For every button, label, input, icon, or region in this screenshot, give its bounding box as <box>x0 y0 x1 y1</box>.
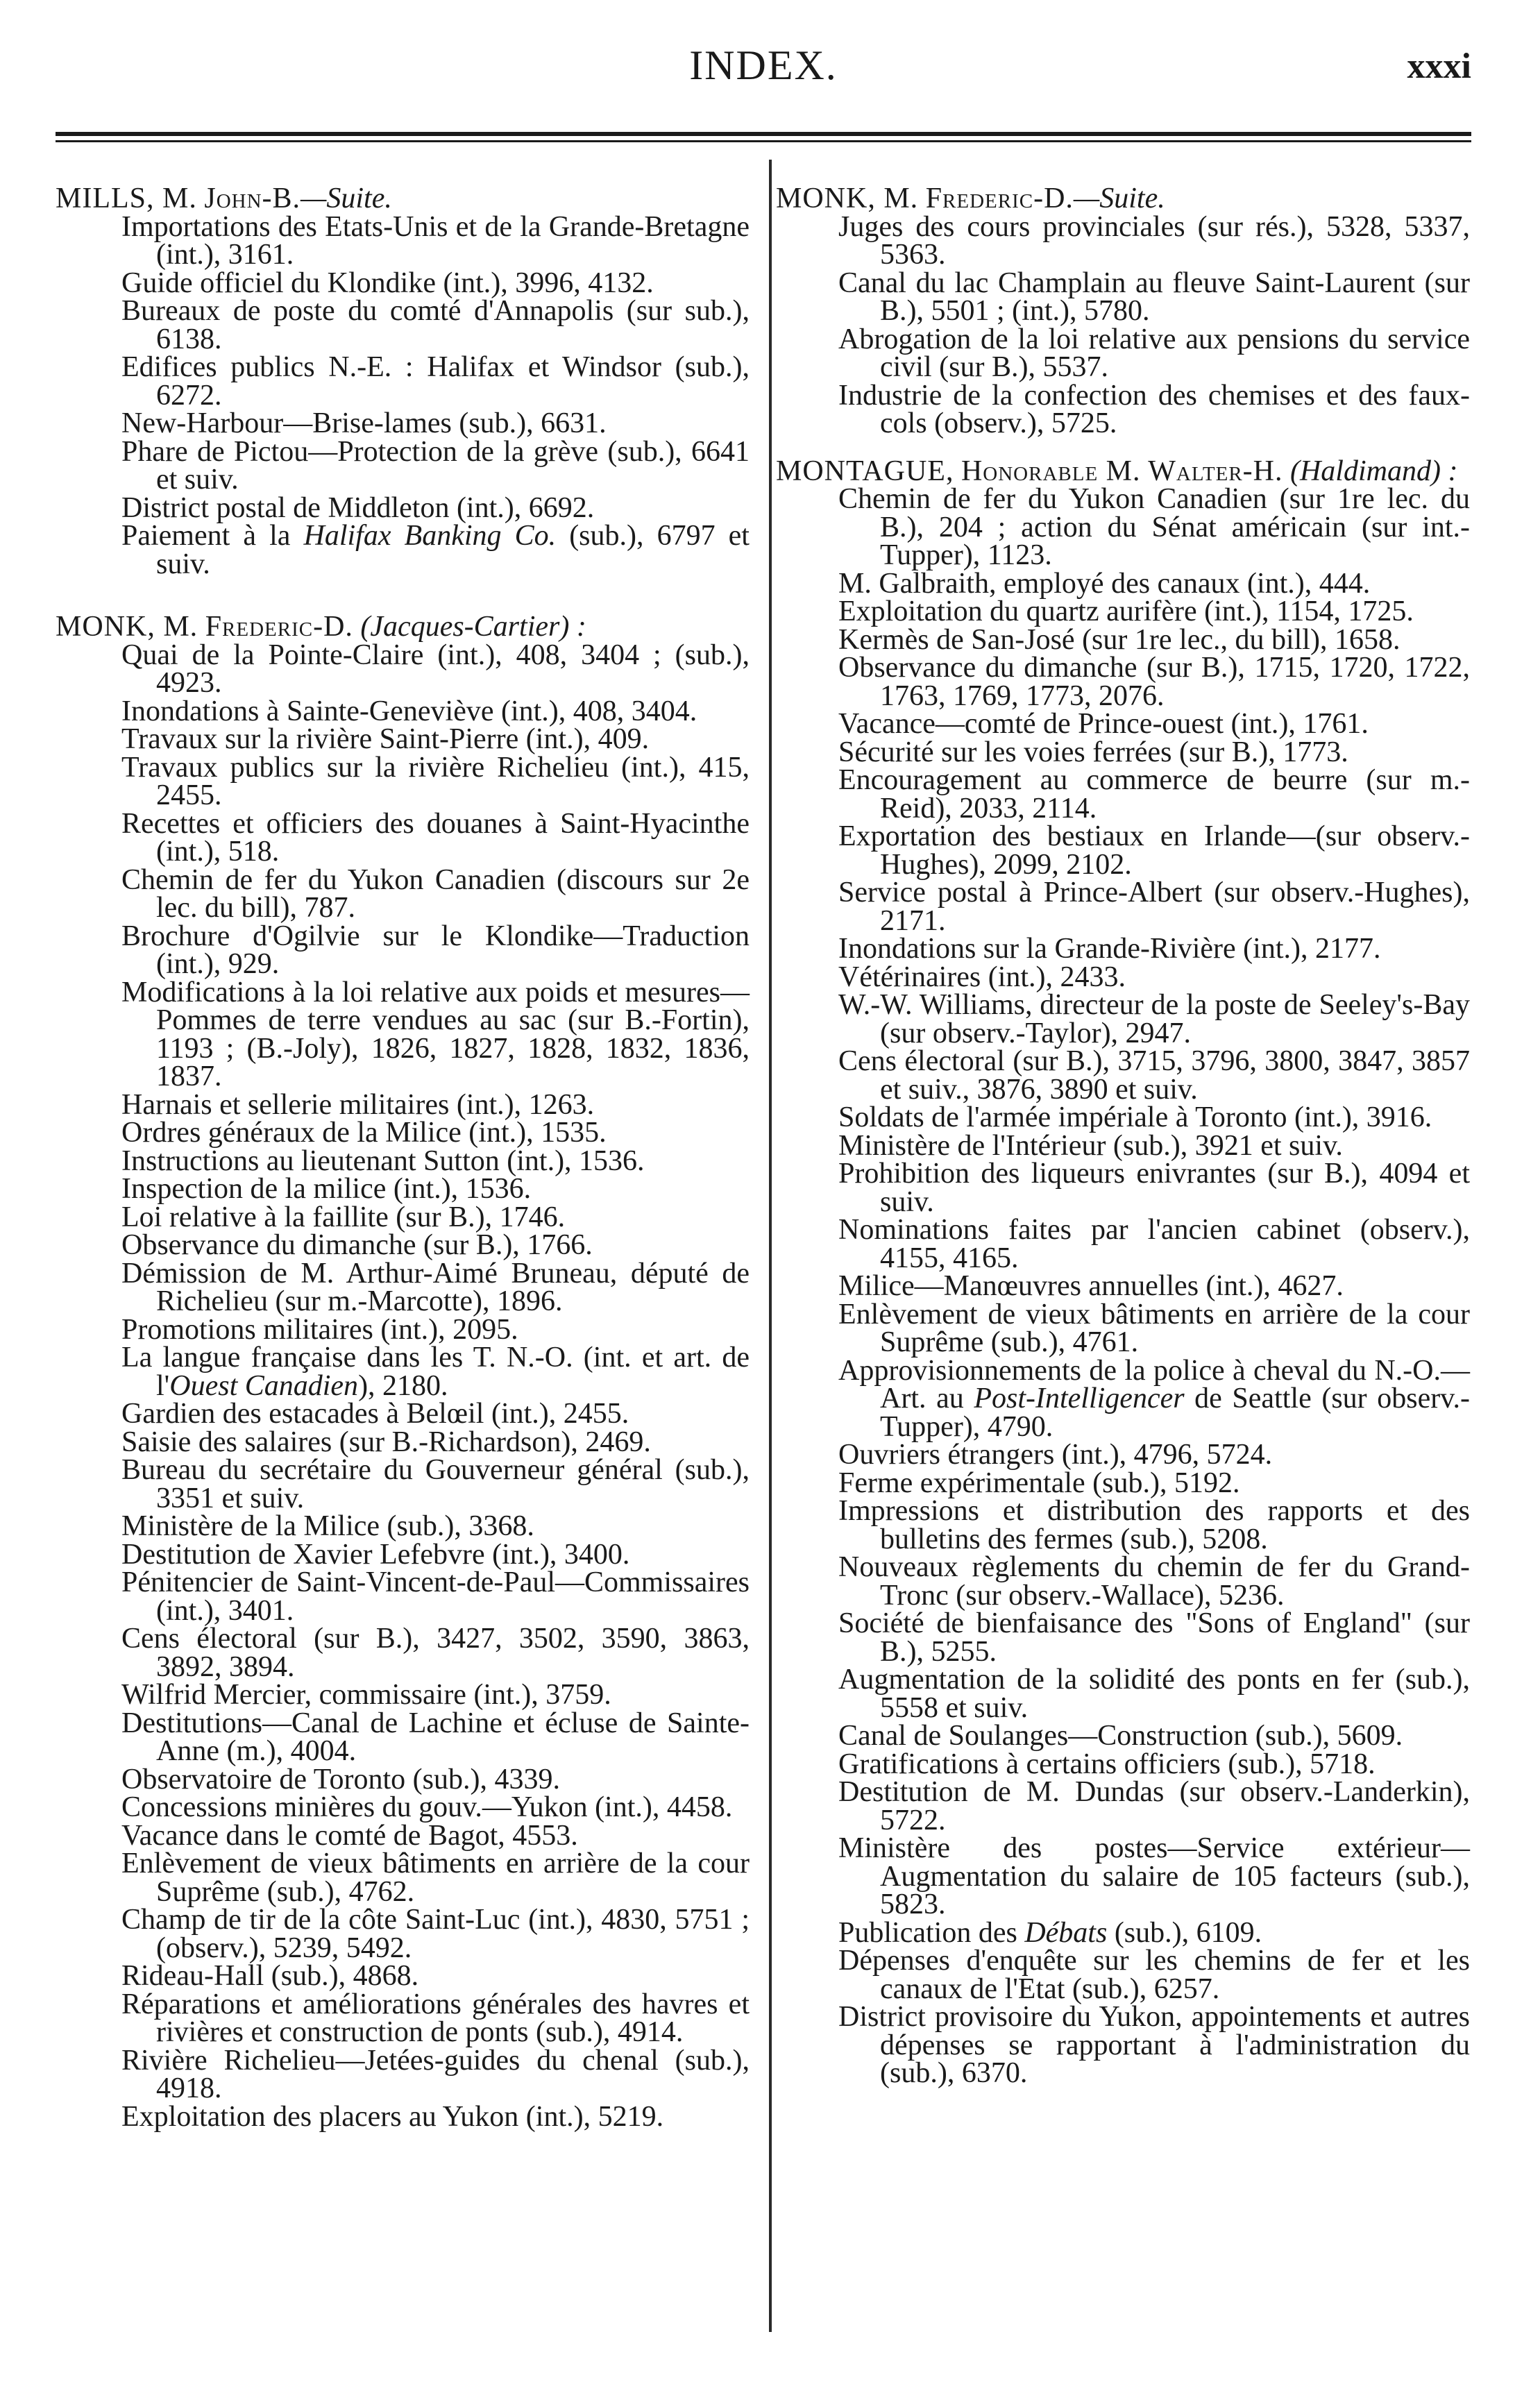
list-item: Cens électoral (sur B.), 3427, 3502, 3590, 3863, 3892, 3894. <box>121 1623 750 1683</box>
list-item: Phare de Pictou—Protection de la grève (sub.), 6641 et suiv. <box>121 435 750 496</box>
list-item: Exploitation du quartz aurifère (int.), 1154, 1725. <box>838 595 1414 627</box>
list-item: Nominations faites par l'ancien cabinet (observ.), 4155, 4165. <box>838 1214 1470 1274</box>
right-column <box>776 179 1470 2088</box>
list-item: Chemin de fer du Yukon Canadien (sur 1re lec. du B.), 204 ; action du Sénat américain (sur int.-Tupper), 1123. <box>838 483 1470 571</box>
list-item: Wilfrid Mercier, commissaire (int.), 3759. <box>121 1679 611 1711</box>
entry-list <box>56 210 750 524</box>
list-item: Inondations sur la Grande-Rivière (int.), 2177. <box>838 933 1381 965</box>
list-item: Enlèvement de vieux bâtiments en arrière de la cour Suprême (sub.), 4762. <box>121 1848 750 1908</box>
list-item: Canal de Soulanges—Construction (sub.), 5609. <box>838 1720 1403 1752</box>
entry-list <box>776 210 1470 439</box>
list-item: Ferme expérimentale (sub.), 5192. <box>838 1467 1240 1499</box>
list-item: District postal de Middleton (int.), 6692. <box>121 491 595 524</box>
index-heading-monk-suite: MONK, M. Frederic-D.—Suite. <box>776 183 1165 214</box>
entry-list <box>56 1400 750 2131</box>
list-item: Destitution de M. Dundas (sur observ.-Landerkin), 5722. <box>838 1776 1470 1836</box>
list-item: Paiement à la Halifax Banking Co. (sub.), 6797 et suiv. <box>121 520 750 580</box>
list-item: Juges des cours provinciales (sur rés.), 5328, 5337, 5363. <box>838 210 1470 271</box>
entry-list <box>776 1441 1470 1919</box>
index-heading-mills: MILLS, M. John-B.—Suite. <box>56 183 392 214</box>
list-item: Sécurité sur les voies ferrées (sur B.), 1773. <box>838 736 1348 768</box>
list-item: Ordres généraux de la Milice (int.), 1535. <box>121 1117 607 1149</box>
list-item: Observatoire de Toronto (sub.), 4339. <box>121 1763 560 1795</box>
list-item: Industrie de la confection des chemises et des faux-cols (observ.), 5725. <box>838 379 1470 439</box>
list-item: Ministère de l'Intérieur (sub.), 3921 et suiv. <box>838 1129 1343 1162</box>
list-item: Gratifications à certains officiers (sub.), 5718. <box>838 1748 1376 1780</box>
list-item: Soldats de l'armée impériale à Toronto (int.), 3916. <box>838 1101 1432 1133</box>
list-item: Ministère des postes—Service extérieur—Augmentation du salaire de 105 facteurs (sub.), 5823. <box>838 1832 1470 1920</box>
entry-list <box>776 485 1470 1357</box>
list-item: Société de bienfaisance des "Sons of England" (sur B.), 5255. <box>838 1607 1470 1668</box>
list-item: Prohibition des liqueurs enivrantes (sur B.), 4094 et suiv. <box>838 1158 1470 1218</box>
index-heading-monk: MONK, M. Frederic-D. (Jacques-Cartier) : <box>56 611 586 643</box>
list-item: Encouragement au commerce de beurre (sur m.-Reid), 2033, 2114. <box>838 764 1470 825</box>
list-item: Importations des Etats-Unis et de la Grande-Bretagne (int.), 3161. <box>121 210 750 271</box>
list-item: W.-W. Williams, directeur de la poste de Seeley's-Bay (sur observ.-Taylor), 2947. <box>838 989 1470 1049</box>
list-item: Publication des Débats (sub.), 6109. <box>838 1916 1262 1949</box>
list-item: Vétérinaires (int.), 2433. <box>838 961 1126 993</box>
list-item: Travaux sur la rivière Saint-Pierre (int.), 409. <box>121 723 650 755</box>
list-item: Vacance dans le comté de Bagot, 4553. <box>121 1819 578 1852</box>
list-item: Observance du dimanche (sur B.), 1715, 1720, 1722, 1763, 1769, 1773, 2076. <box>838 652 1470 712</box>
list-item: Dépenses d'enquête sur les chemins de fer et les canaux de l'Etat (sub.), 6257. <box>838 1945 1470 2005</box>
list-item: Promotions militaires (int.), 2095. <box>121 1313 518 1346</box>
list-item: Impressions et distribution des rapports et des bulletins des fermes (sub.), 5208. <box>838 1495 1470 1555</box>
list-item: Observance du dimanche (sur B.), 1766. <box>121 1229 593 1261</box>
list-item: M. Galbraith, employé des canaux (int.), 444. <box>838 567 1371 600</box>
list-item: Milice—Manœuvres annuelles (int.), 4627. <box>838 1270 1344 1302</box>
list-item: Instructions au lieutenant Sutton (int.), 1536. <box>121 1144 645 1177</box>
list-item: Canal du lac Champlain au fleuve Saint-Laurent (sur B.), 5501 ; (int.), 5780. <box>838 267 1470 327</box>
list-item: Destitution de Xavier Lefebvre (int.), 3400. <box>121 1538 630 1571</box>
list-item: New-Harbour—Brise-lames (sub.), 6631. <box>121 407 607 439</box>
list-item: Abrogation de la loi relative aux pensions du service civil (sur B.), 5537. <box>838 323 1470 383</box>
list-item: Vacance—comté de Prince-ouest (int.), 1761. <box>838 708 1369 740</box>
page-title: INDEX. <box>689 42 838 88</box>
list-item: Harnais et sellerie militaires (int.), 1263. <box>121 1088 595 1121</box>
page-number: xxxi <box>1407 47 1471 86</box>
page-header <box>56 28 1471 111</box>
list-item: Gardien des estacades à Belœil (int.), 2455. <box>121 1398 629 1430</box>
list-item: Saisie des salaires (sur B.-Richardson), 2469. <box>121 1426 651 1458</box>
list-item: Bureau du secrétaire du Gouverneur général (sub.), 3351 et suiv. <box>121 1454 750 1514</box>
list-item: Inondations à Sainte-Geneviève (int.), 408, 3404. <box>121 695 697 727</box>
index-heading-montague: MONTAGUE, Honorable M. Walter-H. (Haldimand) : <box>776 455 1458 487</box>
list-item: Modifications à la loi relative aux poids et mesures—Pommes de terre vendues au sac (sur B.-Fortin), 1193 ; (B.-Joly), 1826, 1827, 1828, 1832, 1836, 1837. <box>121 976 750 1092</box>
list-item: Approvisionnements de la police à cheval du N.-O.—Art. au Post-Intelligencer de Seattle (sur observ.-Tupper), 4790. <box>838 1354 1470 1443</box>
list-item: Kermès de San-José (sur 1re lec., du bill), 1658. <box>838 623 1401 656</box>
left-column <box>56 179 750 2131</box>
list-item: Démission de M. Arthur-Aimé Bruneau, député de Richelieu (sur m.-Marcotte), 1896. <box>121 1257 750 1317</box>
list-item: Ministère de la Milice (sub.), 3368. <box>121 1510 534 1542</box>
list-item: Rivière Richelieu—Jetées-guides du chenal (sub.), 4918. <box>121 2044 750 2104</box>
list-item: Concessions minières du gouv.—Yukon (int.), 4458. <box>121 1791 733 1823</box>
list-item: Loi relative à la faillite (sur B.), 1746. <box>121 1201 566 1233</box>
list-item: Chemin de fer du Yukon Canadien (discours sur 2e lec. du bill), 787. <box>121 863 750 924</box>
list-item: Enlèvement de vieux bâtiments en arrière de la cour Suprême (sub.), 4761. <box>838 1298 1470 1358</box>
list-item: Ouvriers étrangers (int.), 4796, 5724. <box>838 1439 1273 1471</box>
list-item: Réparations et améliorations générales des havres et rivières et construction de ponts (sub.), 4914. <box>121 1988 750 2048</box>
list-item: Guide officiel du Klondike (int.), 3996, 4132. <box>121 267 654 299</box>
list-item: Nouveaux règlements du chemin de fer du Grand-Tronc (sur observ.-Wallace), 5236. <box>838 1551 1470 1612</box>
list-item: Travaux publics sur la rivière Richelieu (int.), 415, 2455. <box>121 751 750 811</box>
list-item: La langue française dans les T. N.-O. (int. et art. de l'Ouest Canadien), 2180. <box>121 1342 750 1402</box>
list-item: Destitutions—Canal de Lachine et écluse de Sainte-Anne (m.), 4004. <box>121 1707 750 1767</box>
list-item: Bureaux de poste du comté d'Annapolis (sur sub.), 6138. <box>121 295 750 355</box>
list-item: Inspection de la milice (int.), 1536. <box>121 1173 532 1205</box>
list-item: Pénitencier de Saint-Vincent-de-Paul—Commissaires (int.), 3401. <box>121 1566 750 1627</box>
header-rule-thick <box>56 132 1471 136</box>
list-item: Augmentation de la solidité des ponts en fer (sub.), 5558 et suiv. <box>838 1664 1470 1724</box>
entry-list <box>56 641 750 1344</box>
list-item: Rideau-Hall (sub.), 4868. <box>121 1960 419 1992</box>
list-item: Exploitation des placers au Yukon (int.), 5219. <box>121 2100 664 2133</box>
header-rule-thin <box>56 140 1471 142</box>
list-item: Service postal à Prince-Albert (sur observ.-Hughes), 2171. <box>838 877 1470 937</box>
list-item: Quai de la Pointe-Claire (int.), 408, 3404 ; (sub.), 4923. <box>121 639 750 699</box>
list-item: Edifices publics N.-E. : Halifax et Windsor (sub.), 6272. <box>121 351 750 412</box>
list-item: Exportation des bestiaux en Irlande—(sur observ.-Hughes), 2099, 2102. <box>838 820 1470 881</box>
list-item: Cens électoral (sur B.), 3715, 3796, 3800, 3847, 3857 et suiv., 3876, 3890 et suiv. <box>838 1045 1470 1106</box>
list-item: Champ de tir de la côte Saint-Luc (int.), 4830, 5751 ; (observ.), 5239, 5492. <box>121 1904 750 1964</box>
list-item: District provisoire du Yukon, appointements et autres dépenses se rapportant à l'administration du (sub.), 6370. <box>838 2001 1470 2089</box>
list-item: Recettes et officiers des douanes à Saint-Hyacinthe (int.), 518. <box>121 807 750 868</box>
column-divider <box>769 160 772 2332</box>
entry-list <box>776 1947 1470 2088</box>
list-item: Brochure d'Ogilvie sur le Klondike—Traduction (int.), 929. <box>121 920 750 980</box>
